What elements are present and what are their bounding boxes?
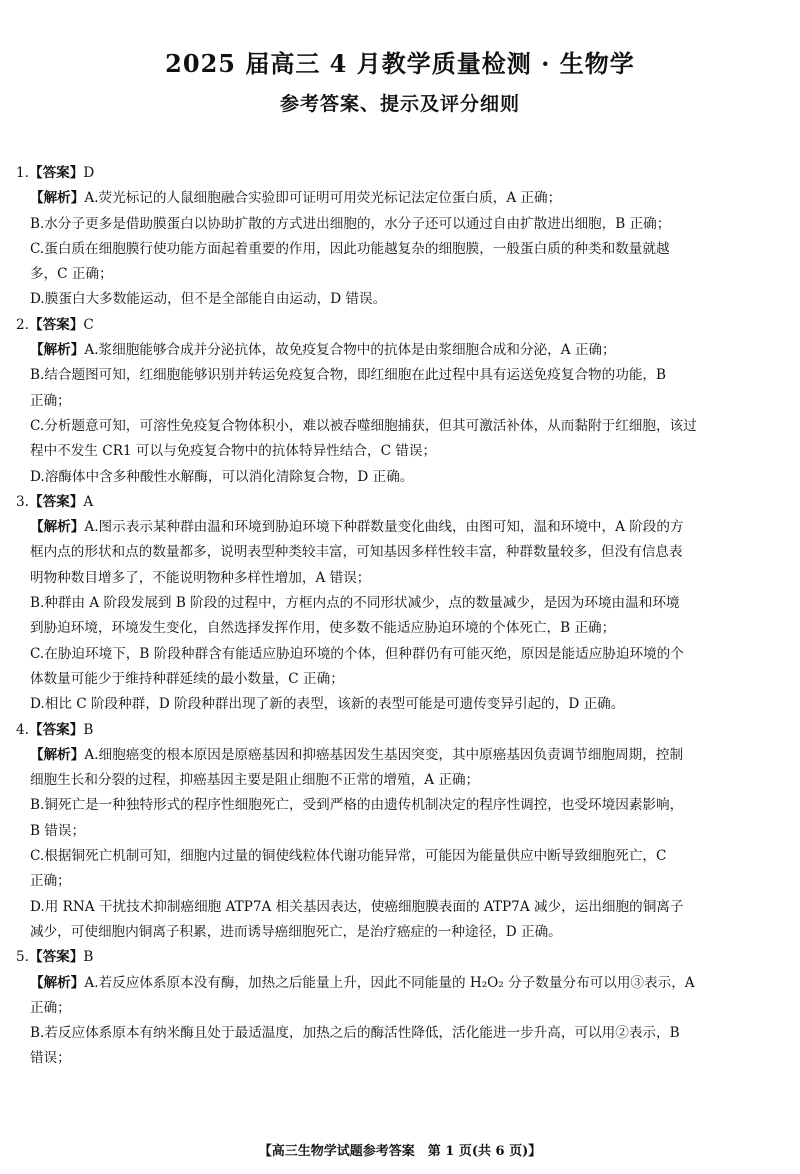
analysis-line bbox=[16, 515, 786, 540]
analysis-line bbox=[16, 338, 786, 363]
answer-line bbox=[16, 313, 786, 338]
answer-value: B bbox=[83, 949, 94, 966]
analysis-line: C.蛋白质在细胞膜行使功能方面起着重要的作用，因此功能越复杂的细胞膜，一般蛋白质的种类和数量就越 bbox=[30, 240, 670, 257]
analysis-tag: 【解析】 bbox=[30, 190, 85, 207]
analysis-line: D.相比 C 阶段种群，D 阶段种群出现了新的表型，该新的表型可能是可遗传变异引起的，D 正确。 bbox=[30, 696, 625, 713]
question-number: 3. bbox=[16, 493, 29, 510]
analysis-text: A.图示表示某种群由温和环境到胁迫环境下种群数量变化曲线，由图可知，温和环境中，A 阶段的方 bbox=[84, 519, 684, 536]
analysis-line: 框内点的形状和点的数量都多，说明表型种类较丰富，可知基因多样性较丰富，种群数量较多，但没有信息表 bbox=[30, 544, 683, 561]
answer-line bbox=[16, 161, 786, 186]
question-number: 5. bbox=[16, 949, 29, 966]
answer-value: A bbox=[83, 493, 94, 510]
analysis-line bbox=[16, 186, 786, 211]
answer-value: D bbox=[83, 165, 95, 181]
answer-tag: 【答案】 bbox=[28, 165, 84, 181]
question-number: 1. bbox=[16, 165, 29, 181]
analysis-line: 体数量可能少于维持种群延续的最小数量，C 正确； bbox=[30, 670, 344, 687]
analysis-line: D.溶酶体中含多种酸性水解酶，可以消化清除复合物，D 正确。 bbox=[30, 468, 414, 485]
analysis-line: 正确； bbox=[30, 999, 71, 1016]
page-footer: 【高三生物学试题参考答案 第 1 页(共 6 页)】 bbox=[258, 1144, 542, 1159]
analysis-line: D.膜蛋白大多数能运动，但不是全部能自由运动，D 错误。 bbox=[30, 291, 387, 308]
analysis-tag: 【解析】 bbox=[30, 974, 85, 991]
analysis-line: 明物种数目增多了，不能说明物种多样性增加，A 错误； bbox=[30, 569, 371, 586]
analysis-line: B.水分子更多是借助膜蛋白以协助扩散的方式进出细胞的，水分子还可以通过自由扩散进出细胞，B 正确； bbox=[30, 215, 671, 232]
analysis-line: B.种群由 A 阶段发展到 B 阶段的过程中，方框内点的不同形状减少，点的数量减少，是因为环境由温和环境 bbox=[30, 595, 680, 612]
answer-tag: 【答案】 bbox=[28, 493, 84, 510]
answer-line bbox=[16, 945, 786, 970]
question-number: 2. bbox=[16, 316, 29, 333]
analysis-line: 程中不发生 CR1 可以与免疫复合物中的抗体特异性结合，C 错误； bbox=[30, 443, 437, 460]
analysis-line: C.分析题意可知，可溶性免疫复合物体积小，难以被吞噬细胞捕获，但其可激活补体，从而黏附于红细胞，该过 bbox=[30, 417, 697, 434]
analysis-line: C.在胁迫环境下，B 阶段种群含有能适应胁迫环境的个体，但种群仍有可能灭绝，原因是能适应胁迫环境的个 bbox=[30, 645, 684, 662]
document-title: 2025 届高三 4 月教学质量检测 · 生物学 bbox=[165, 49, 635, 78]
analysis-line: 错误； bbox=[30, 1050, 71, 1067]
analysis-line: 细胞生长和分裂的过程，抑癌基因主要是阻止细胞不正常的增殖，A 正确； bbox=[30, 772, 480, 789]
analysis-text: A.荧光标记的人鼠细胞融合实验即可证明可用荧光标记法定位蛋白质，A 正确； bbox=[84, 190, 562, 207]
analysis-line: 减少，可使细胞内铜离子积累，进而诱导癌细胞死亡，是治疗癌症的一种途径，D 正确。 bbox=[30, 923, 562, 940]
answer-tag: 【答案】 bbox=[28, 721, 84, 738]
analysis-line: 到胁迫环境，环境发生变化，自然选择发挥作用，使多数不能适应胁迫环境的个体死亡，B 正确； bbox=[30, 620, 616, 637]
analysis-line: 多，C 正确； bbox=[30, 266, 113, 283]
analysis-line: B.若反应体系原本有纳米酶且处于最适温度，加热之后的酶活性降低，活化能进一步升高，可以用②表示，B bbox=[30, 1025, 680, 1042]
answer-line bbox=[16, 718, 786, 743]
answer-value: B bbox=[83, 721, 94, 738]
analysis-line: D.用 RNA 干扰技术抑制癌细胞 ATP7A 相关基因表达，使癌细胞膜表面的 ATP7A 减少，运出细胞的铜离子 bbox=[30, 898, 684, 915]
analysis-text: A.细胞癌变的根本原因是原癌基因和抑癌基因发生基因突变，其中原癌基因负责调节细胞周期，控制 bbox=[84, 746, 684, 763]
analysis-line: B.结合题图可知，红细胞能够识别并转运免疫复合物，即红细胞在此过程中具有运送免疫复合物的功能，B bbox=[30, 367, 667, 384]
answer-line bbox=[16, 490, 786, 515]
analysis-line: C.根据铜死亡机制可知，细胞内过量的铜使线粒体代谢功能异常，可能因为能量供应中断导致细胞死亡，C bbox=[30, 848, 667, 865]
analysis-tag: 【解析】 bbox=[30, 746, 85, 763]
answer-value: C bbox=[83, 316, 94, 333]
analysis-tag: 【解析】 bbox=[30, 519, 85, 536]
analysis-tag: 【解析】 bbox=[30, 342, 85, 359]
document-subtitle: 参考答案、提示及评分细则 bbox=[279, 93, 520, 115]
analysis-line: 正确； bbox=[30, 873, 71, 890]
analysis-line: B 错误； bbox=[30, 822, 86, 839]
answer-content bbox=[16, 161, 786, 1072]
answer-tag: 【答案】 bbox=[28, 316, 84, 333]
analysis-line bbox=[16, 743, 786, 768]
analysis-line bbox=[16, 971, 786, 996]
analysis-text: A.浆细胞能够合成并分泌抗体，故免疫复合物中的抗体是由浆细胞合成和分泌，A 正确； bbox=[84, 342, 616, 359]
analysis-line: B.铜死亡是一种独特形式的程序性细胞死亡，受到严格的由遗传机制决定的程序性调控，也受环境因素影响， bbox=[30, 797, 684, 814]
question-number: 4. bbox=[16, 721, 29, 738]
analysis-text: A.若反应体系原本没有酶，加热之后能量上升，因此不同能量的 H₂O₂ 分子数量分布可以用③表示，A bbox=[84, 974, 695, 991]
answer-tag: 【答案】 bbox=[28, 949, 84, 966]
analysis-line: 正确； bbox=[30, 392, 71, 409]
